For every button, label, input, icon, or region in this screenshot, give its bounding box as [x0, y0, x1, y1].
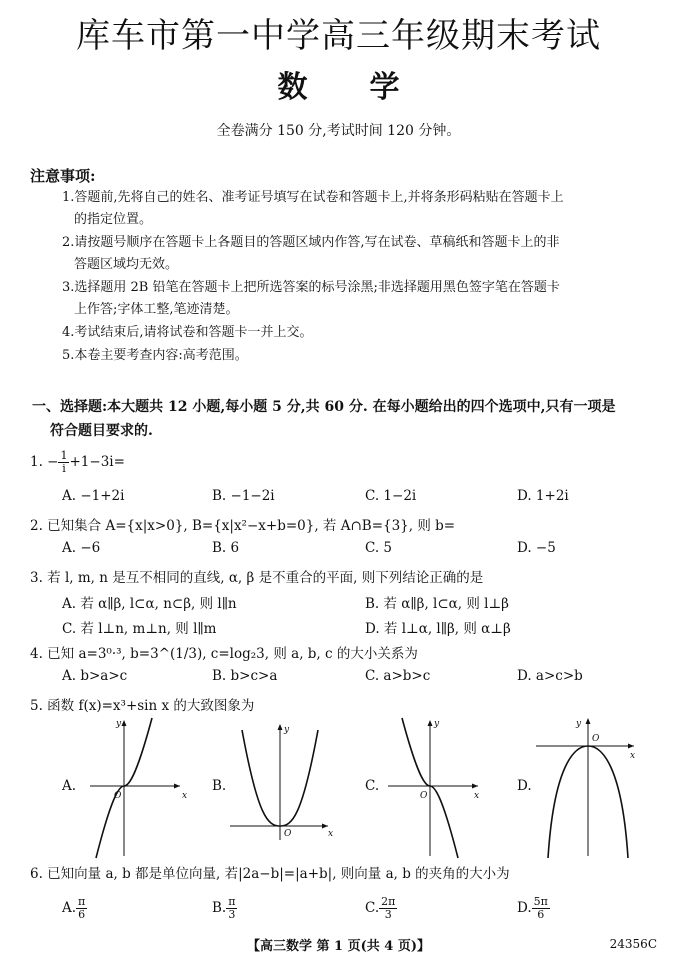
section-heading-cont: 符合题目要求的.: [50, 423, 153, 439]
question-6-stem: 6. 已知向量 a, b 都是单位向量, 若|2a−b|=|a+b|, 则向量 a, b 的夹角的大小为: [30, 866, 510, 882]
question-5-stem: 5. 函数 f(x)=x³+sin x 的大致图象为: [30, 698, 255, 714]
frac-numerator: 2π: [381, 895, 396, 908]
q1-frac-denominator: i: [62, 462, 66, 475]
note-line: 5.本卷主要考查内容:高考范围。: [62, 348, 248, 363]
x-axis-arrow: [322, 824, 328, 829]
frac-numerator: π: [78, 895, 86, 908]
q5-graph-d: [534, 716, 644, 858]
note-line: 的指定位置。: [74, 212, 153, 227]
x-label: x: [328, 829, 334, 839]
x-label: x: [182, 791, 188, 801]
q5-graph-b: [228, 722, 338, 842]
y-axis-arrow: [586, 718, 591, 724]
q6-option-c-fraction: [379, 896, 397, 921]
q2-option-b: B. 6: [212, 540, 240, 556]
q1-frac-numerator: 1: [60, 449, 68, 462]
q1-fraction: [58, 450, 69, 475]
q5-graph-c: [386, 718, 486, 858]
q3-option-d: D. 若 l⊥α, l∥β, 则 α⊥β: [365, 621, 511, 637]
x-axis-arrow: [472, 784, 478, 789]
q1-option-d: D. 1+2i: [517, 488, 569, 504]
paper-code: 24356C: [609, 937, 657, 951]
q6-option-b: [212, 896, 237, 921]
q4-option-a: A. b>a>c: [62, 668, 128, 684]
y-label: y: [576, 719, 582, 729]
q6-option-d-fraction: [532, 896, 550, 921]
y-label: y: [116, 719, 122, 729]
q4-option-b: B. b>c>a: [212, 668, 278, 684]
page-footer: 【高三数学 第 1 页(共 4 页)】: [246, 939, 431, 954]
q6-option-a-fraction: [76, 896, 87, 921]
q5-option-b-label: B.: [212, 778, 227, 794]
q6-option-a: [62, 896, 87, 921]
section-heading: 一、选择题:本大题共 12 小题,每小题 5 分,共 60 分. 在每小题给出的四个选项中,只有一项是: [32, 399, 616, 415]
frac-denominator: 6: [78, 908, 86, 921]
q3-option-c: C. 若 l⊥n, m⊥n, 则 l∥m: [62, 621, 217, 637]
question-2-stem: 2. 已知集合 A={x|x>0}, B={x|x²−x+b=0}, 若 A∩B={3}, 则 b=: [30, 518, 456, 534]
q2-option-c: C. 5: [365, 540, 393, 556]
q5-option-a-label: A.: [62, 778, 77, 794]
frac-numerator: 5π: [533, 895, 548, 908]
q3-option-b: B. 若 α∥β, l⊂α, 则 l⊥β: [365, 596, 509, 612]
q1-post: +1−3i=: [69, 454, 125, 470]
x-label: x: [630, 751, 636, 761]
q6-option-a-label: A.: [62, 900, 77, 916]
exam-title: 库车市第一中学高三年级期末考试: [76, 16, 601, 56]
frac-denominator: 6: [537, 908, 545, 921]
y-axis-arrow: [278, 724, 283, 730]
q6-option-c-label: C.: [365, 900, 380, 916]
q4-option-c: C. a>b>c: [365, 668, 431, 684]
frac-denominator: 3: [384, 908, 392, 921]
q5-option-c-label: C.: [365, 778, 380, 794]
note-line: 上作答;字体工整,笔迹清楚。: [74, 302, 239, 317]
frac-numerator: π: [228, 895, 236, 908]
q2-option-a: A. −6: [62, 540, 101, 556]
q2-option-d: D. −5: [517, 540, 556, 556]
note-line: 4.考试结束后,请将试卷和答题卡一并上交。: [62, 325, 313, 340]
origin-label: O: [284, 829, 292, 839]
x-axis-arrow: [628, 744, 634, 749]
x-axis-arrow: [174, 784, 180, 789]
note-line: 答题区域均无效。: [74, 257, 179, 272]
q1-option-b: B. −1−2i: [212, 488, 275, 504]
q4-option-d: D. a>c>b: [517, 668, 583, 684]
q6-option-b-fraction: [226, 896, 237, 921]
q5-graph-a: [88, 718, 188, 858]
q5-option-d-label: D.: [517, 778, 532, 794]
note-line: 3.选择题用 2B 铅笔在答题卡上把所选答案的标号涂黑;非选择题用黑色签字笔在答题卡: [62, 280, 560, 295]
y-label: y: [434, 719, 440, 729]
question-4-stem: 4. 已知 a=3⁰·³, b=3^(1/3), c=log₂3, 则 a, b, c 的大小关系为: [30, 646, 418, 662]
q1-option-a: A. −1+2i: [62, 488, 125, 504]
question-3-stem: 3. 若 l, m, n 是互不相同的直线, α, β 是不重合的平面, 则下列结论正确的是: [30, 570, 484, 586]
subject-title: 数学: [277, 70, 462, 105]
q6-option-c: [365, 896, 397, 921]
frac-denominator: 3: [228, 908, 236, 921]
x-label: x: [474, 791, 480, 801]
q6-option-d: [517, 896, 550, 921]
q3-option-a: A. 若 α∥β, l⊂α, n⊂β, 则 l∥n: [62, 596, 237, 612]
question-1-stem: [30, 450, 125, 475]
origin-label: O: [114, 791, 122, 801]
q6-option-b-label: B.: [212, 900, 227, 916]
notes-title: 注意事项:: [30, 167, 96, 185]
y-label: y: [284, 725, 290, 735]
exam-meta: 全卷满分 150 分,考试时间 120 分钟。: [216, 123, 461, 139]
note-line: 1.答题前,先将自己的姓名、准考证号填写在试卷和答题卡上,并将条形码粘贴在答题卡上: [62, 190, 564, 205]
y-axis-arrow: [428, 720, 433, 726]
origin-label: O: [420, 791, 428, 801]
origin-label: O: [592, 734, 600, 744]
note-line: 2.请按题号顺序在答题卡上各题目的答题区域内作答,写在试卷、草稿纸和答题卡上的非: [62, 235, 560, 250]
q6-option-d-label: D.: [517, 900, 532, 916]
q1-option-c: C. 1−2i: [365, 488, 417, 504]
q1-pre: 1. −: [30, 454, 59, 470]
y-axis-arrow: [122, 720, 127, 726]
